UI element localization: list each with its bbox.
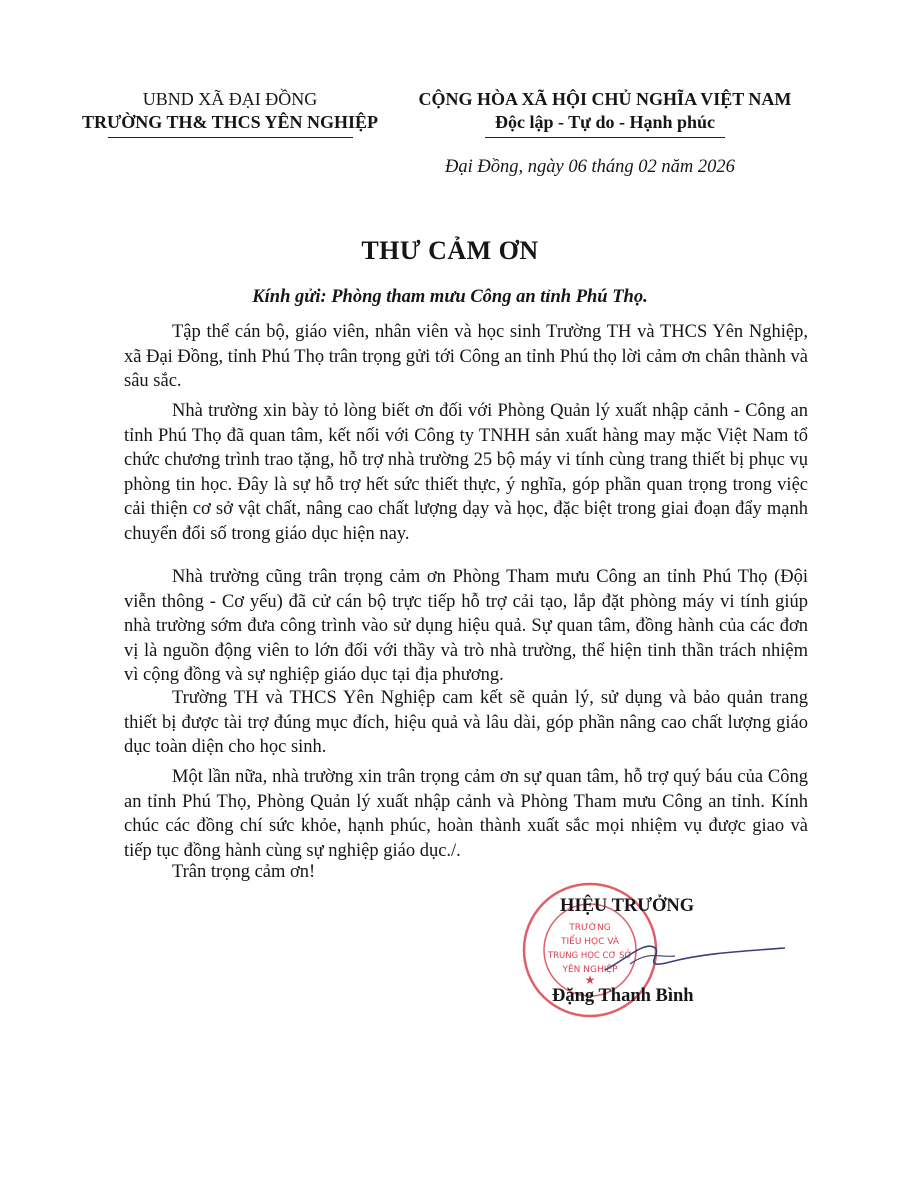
stamp-star: ★ [584,973,596,987]
signer-title: HIỆU TRƯỞNG [560,896,695,916]
stamp-line-3: TRUNG HỌC CƠ SỞ [547,951,633,961]
recipient-line: Kính gửi: Phòng tham mưu Công an tỉnh Phú Thọ. [252,287,648,307]
handwritten-signature [600,930,790,980]
letter-title: THƯ CẢM ƠN [361,236,539,265]
motto-underline [485,137,725,138]
date-line: Đại Đồng, ngày 06 tháng 02 năm 2026 [445,157,735,177]
authority-name: UBND XÃ ĐẠI ĐỒNG [142,89,318,109]
paragraph-3: Nhà trường cũng trân trọng cảm ơn Phòng Tham mưu Công an tỉnh Phú Thọ (Đội viễn thông - Cơ yếu) đã cử cán bộ trực tiếp hỗ trợ cải tạo, lắp đặt phòng máy vi tính giúp nhà trường sớm đưa công trình vào sử dụng hiệu quả. Sự quan tâm, đồng hành của các đơn vị là nguồn động viên to lớn đối với thầy và trò nhà trường, thể hiện tinh thần trách nhiệm vì cộng đồng và sự nghiệp giáo dục tại địa phương. [124,567,808,686]
paragraph-2: Nhà trường xin bày tỏ lòng biết ơn đối với Phòng Quản lý xuất nhập cảnh - Công an tỉnh Phú Thọ đã quan tâm, kết nối với Công ty TNHH sản xuất hàng may mặc Việt Nam tổ chức chương trình trao tặng, hỗ trợ nhà trường 25 bộ máy vi tính cùng trang thiết bị phục vụ phòng tin học. Đây là sự hỗ trợ hết sức thiết thực, ý nghĩa, góp phần quan trọng trong việc cải thiện cơ sở vật chất, nâng cao chất lượng dạy và học, đặc biệt trong giai đoạn đẩy mạnh chuyển đổi số trong giáo dục hiện nay. [124,401,808,544]
issuing-authority-block [80,88,380,138]
signer-name: Đặng Thanh Bình [552,986,694,1006]
national-heading-block [380,88,830,138]
school-underline [108,137,353,138]
stamp-line-4: YÊN NGHIỆP [562,965,618,975]
paragraph-1: Tập thể cán bộ, giáo viên, nhân viên và học sinh Trường TH và THCS Yên Nghiệp, xã Đại Đồng, tỉnh Phú Thọ trân trọng gửi tới Công an tỉnh Phú thọ lời cảm ơn chân thành và sâu sắc. [124,322,808,392]
nation-name: CỘNG HÒA XÃ HỘI CHỦ NGHĨA VIỆT NAM [418,89,792,109]
closing-line: Trân trọng cảm ơn! [172,862,316,882]
stamp-line-2: TIỂU HỌC VÀ [560,937,620,947]
school-name: TRƯỜNG TH& THCS YÊN NGHIỆP [81,112,379,132]
stamp-line-1: TRƯỜNG [569,923,611,933]
national-motto: Độc lập - Tự do - Hạnh phúc [494,112,716,132]
paragraph-5: Một lần nữa, nhà trường xin trân trọng cảm ơn sự quan tâm, hỗ trợ quý báu của Công an tỉnh Phú Thọ, Phòng Quản lý xuất nhập cảnh và Phòng Tham mưu Công an tỉnh. Kính chúc các đồng chí sức khỏe, hạnh phúc, hoàn thành xuất sắc mọi nhiệm vụ được giao và tiếp tục đồng hành cùng sự nghiệp giáo dục./. [124,767,808,861]
paragraph-4: Trường TH và THCS Yên Nghiệp cam kết sẽ quản lý, sử dụng và bảo quản trang thiết bị được tài trợ đúng mục đích, hiệu quả và lâu dài, góp phần nâng cao chất lượng giáo dục toàn diện cho học sinh. [124,688,808,758]
